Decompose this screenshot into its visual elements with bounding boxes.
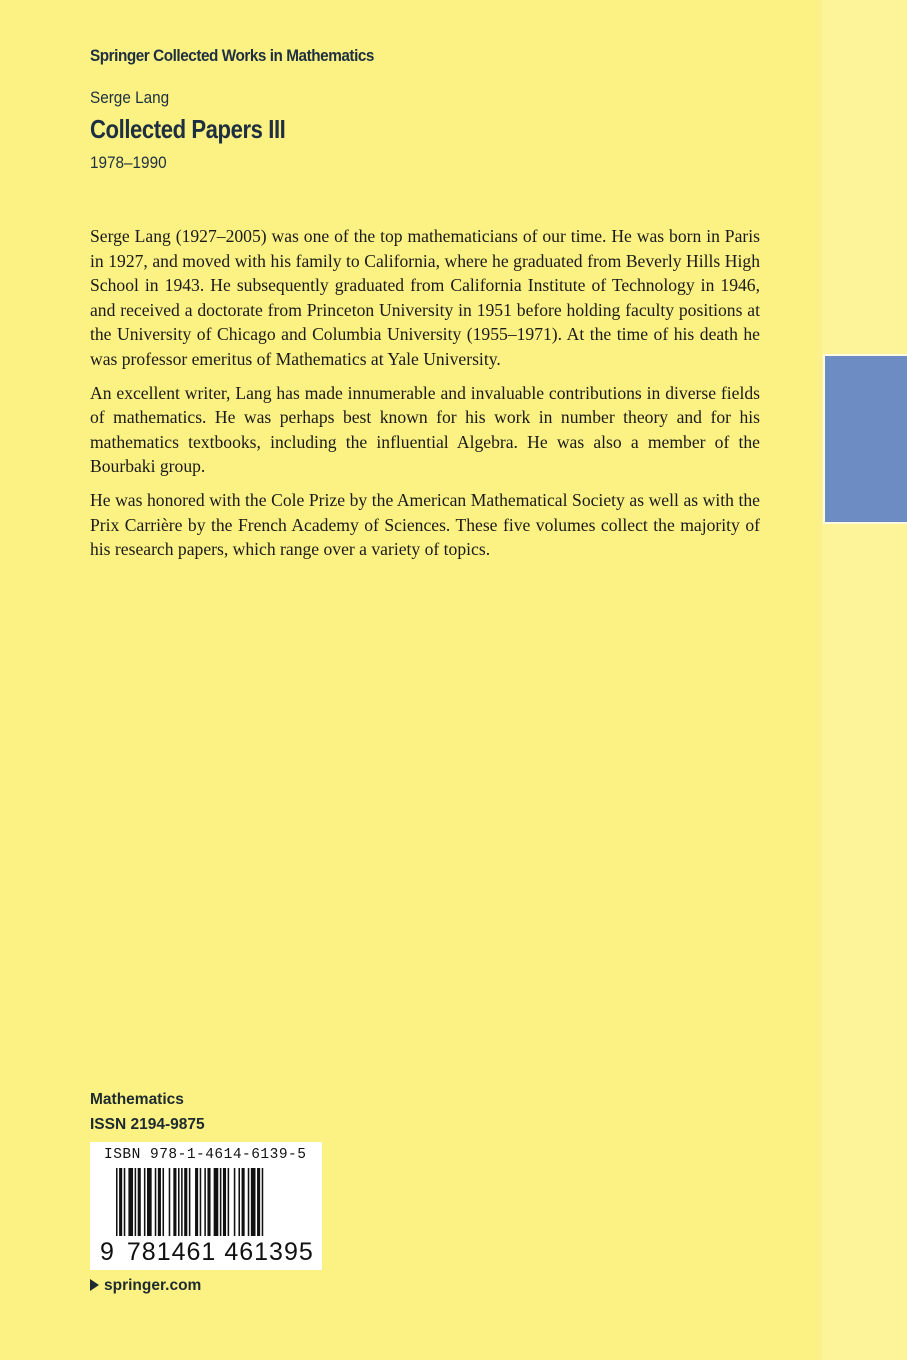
- barcode-bar: [228, 1168, 230, 1236]
- accent-color-block: [823, 354, 907, 524]
- barcode-bar: [207, 1168, 210, 1236]
- website-text: springer.com: [104, 1277, 202, 1294]
- barcode-bar: [138, 1168, 141, 1236]
- barcode-bar: [248, 1168, 250, 1236]
- barcode-bar: [204, 1168, 206, 1236]
- barcode-bar: [200, 1168, 202, 1236]
- barcode-bar: [257, 1168, 260, 1236]
- barcode-bar: [119, 1168, 122, 1236]
- barcode: [90, 1142, 322, 1270]
- barcode-bar: [189, 1168, 191, 1236]
- description-paragraph: An excellent writer, Lang has made innumerable and invaluable contributions in diverse fields of mathematics. He was perhaps best known for his work in number theory and for his mathematics textbooks, including the influential Algebra. He was also a member of the Bourbaki group.: [90, 382, 760, 477]
- barcode-digit-first: 9: [100, 1238, 115, 1266]
- barcode-bar: [147, 1168, 152, 1236]
- subject-label: Mathematics: [90, 1091, 184, 1108]
- barcode-bar: [214, 1168, 219, 1236]
- arrow-right-icon: [90, 1279, 99, 1291]
- barcode-bar: [234, 1168, 236, 1236]
- barcode-bar: [155, 1168, 157, 1236]
- barcode-bar: [163, 1168, 165, 1236]
- isbn-text: ISBN 978-1-4614-6139-5: [104, 1147, 307, 1163]
- description-paragraph: He was honored with the Cole Prize by the American Mathematical Society as well as with the Prix Carrière by the French Academy of Sciences. These five volumes collect the majority of his research papers, which range over a variety of topics.: [90, 489, 760, 560]
- author-name: Serge Lang: [90, 88, 170, 107]
- barcode-bar: [220, 1168, 222, 1236]
- barcode-bar: [181, 1168, 183, 1236]
- series-title: Springer Collected Works in Mathematics: [90, 46, 374, 65]
- barcode-bar: [223, 1168, 226, 1236]
- barcode-bar: [242, 1168, 245, 1236]
- barcode-bar: [173, 1168, 176, 1236]
- barcode-digits-left: 781461: [126, 1238, 217, 1266]
- description: [90, 224, 760, 571]
- book-title: Collected Papers III: [90, 114, 286, 144]
- barcode-bar: [116, 1168, 118, 1236]
- barcode-bar: [262, 1168, 264, 1236]
- volume-years: 1978–1990: [90, 153, 167, 172]
- barcode-bar: [184, 1168, 187, 1236]
- barcode-digits-right: 461395: [224, 1238, 314, 1266]
- website-link[interactable]: [90, 1276, 201, 1295]
- barcode-bar: [169, 1168, 171, 1236]
- barcode-bar: [135, 1168, 137, 1236]
- barcode-bar: [158, 1168, 161, 1236]
- description-paragraph: Serge Lang (1927–2005) was one of the top mathematicians of our time. He was born in Paris in 1927, and moved with his family to California, where he graduated from Beverly Hills High School in 1943. He subsequently graduated from California Institute of Technology in 1946, and received a doctorate from Princeton University in 1951 before holding faculty positions at the University of Chicago and Columbia University (1955–1971). At the time of his death he was professor emeritus of Mathematics at Yale University.: [90, 226, 760, 369]
- spine-strip: [822, 0, 907, 1360]
- issn-label: ISSN 2194-9875: [90, 1116, 205, 1133]
- barcode-bar: [144, 1168, 146, 1236]
- barcode-bar: [124, 1168, 126, 1236]
- barcode-bar: [238, 1168, 240, 1236]
- barcode-bar: [251, 1168, 256, 1236]
- barcode-bar: [195, 1168, 198, 1236]
- barcode-bar: [128, 1168, 133, 1236]
- barcode-bar: [178, 1168, 180, 1236]
- barcode-digits: [100, 1238, 314, 1266]
- barcode-bars: [102, 1168, 312, 1236]
